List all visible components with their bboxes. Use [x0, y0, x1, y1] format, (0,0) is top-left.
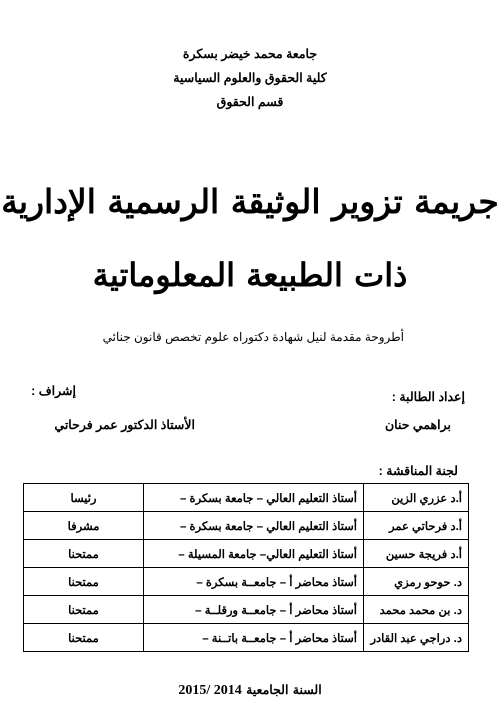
member-name: د. بن محمد محمد [364, 596, 469, 624]
preparation-label: إعداد الطالبة : [391, 390, 465, 404]
committee-label: لجنة المناقشة : [378, 464, 458, 478]
academic-year [0, 682, 500, 699]
institution-header [150, 42, 350, 114]
member-role: رئيسا [24, 484, 144, 512]
table-row [24, 484, 469, 512]
member-name: د. دراجي عبد القادر [364, 624, 469, 652]
student-name: براهمي حنان [384, 418, 451, 432]
member-rank: أستاذ التعليم العالي – جامعة بسكرة – [144, 484, 364, 512]
table-row [24, 512, 469, 540]
member-name: د. حوحو رمزي [364, 568, 469, 596]
thesis-title-line-2: ذات الطبيعة المعلوماتية [92, 256, 408, 294]
thesis-title-line-1: جريمة تزوير الوثيقة الرسمية الإدارية [1, 182, 499, 221]
committee-table [23, 483, 469, 652]
thesis-subtitle: أطروحة مقدمة لنيل شهادة دكتوراه علوم تخصص قانون جنائي [102, 330, 404, 344]
table-row [24, 596, 469, 624]
member-rank: أستاذ محاضر أ – جامعــة بسكرة – [144, 568, 364, 596]
faculty-name: كلية الحقوق والعلوم السياسية [173, 71, 327, 85]
member-role: ممتحنا [24, 624, 144, 652]
table-row [24, 568, 469, 596]
academic-year-label: السنة الجامعية [246, 682, 322, 697]
supervision-label: إشراف : [31, 384, 76, 398]
member-rank: أستاذ التعليم العالي – جامعة بسكرة – [144, 512, 364, 540]
member-name: أ.د فرحاتي عمر [364, 512, 469, 540]
member-name: أ.د فريجة حسين [364, 540, 469, 568]
member-role: مشرفا [24, 512, 144, 540]
member-rank: أستاذ محاضر أ – جامعــة باتــنة – [144, 624, 364, 652]
member-rank: أستاذ محاضر أ – جامعــة ورقلــة – [144, 596, 364, 624]
academic-year-value: 2014 /2015 [178, 683, 242, 698]
table-row [24, 540, 469, 568]
department-name: قسم الحقوق [216, 95, 284, 109]
table-row [24, 624, 469, 652]
member-role: ممتحنا [24, 596, 144, 624]
member-role: ممتحنا [24, 540, 144, 568]
university-name: جامعة محمد خيضر بسكرة [182, 47, 318, 61]
member-name: أ.د عزري الزين [364, 484, 469, 512]
member-role: ممتحنا [24, 568, 144, 596]
member-rank: أستاذ التعليم العالي– جامعة المسيلة – [144, 540, 364, 568]
supervisor-name: الأستاذ الدكتور عمر فرحاتي [54, 418, 195, 432]
